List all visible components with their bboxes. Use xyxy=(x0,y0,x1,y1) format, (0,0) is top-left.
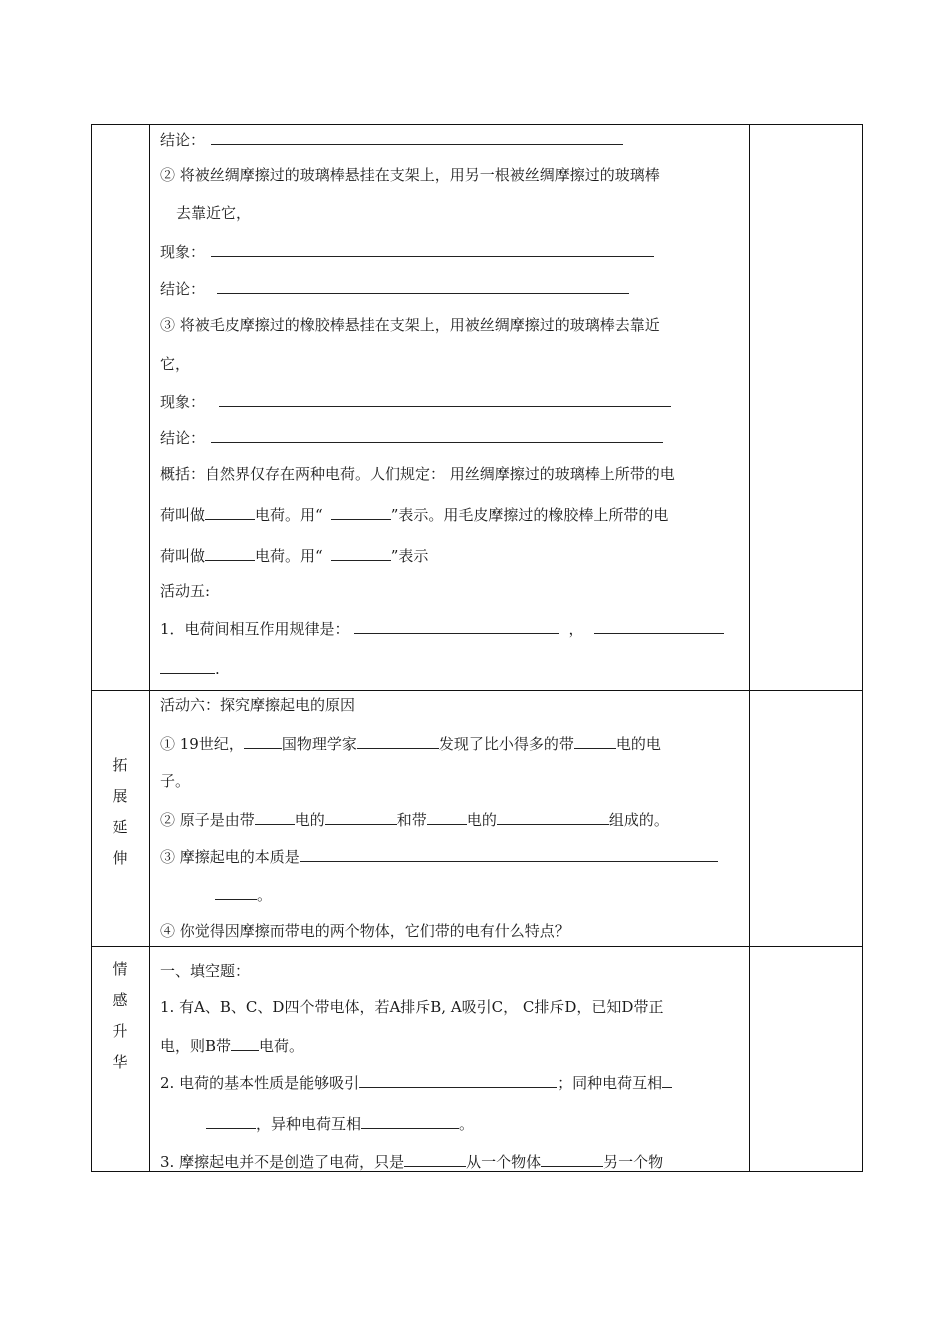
section-label-emotion xyxy=(91,962,149,1086)
blank-line[interactable] xyxy=(255,810,295,825)
blank-line[interactable] xyxy=(361,1114,459,1129)
question-text: ，异种电荷互相 xyxy=(256,1115,362,1133)
question-text: 电的电 xyxy=(615,735,661,753)
blank-line[interactable] xyxy=(160,659,215,674)
blank-line[interactable] xyxy=(219,392,671,407)
question-text: 电的 xyxy=(466,811,497,829)
blank-line[interactable] xyxy=(359,1073,557,1088)
summary-text-part: ”表示。用毛皮摩擦过的橡胶棒上所带的电 xyxy=(390,506,669,524)
blank-line[interactable] xyxy=(497,810,609,825)
blank-line[interactable] xyxy=(541,1152,603,1167)
question-text: 从一个物体 xyxy=(466,1153,542,1171)
question-text: ① 19世纪， xyxy=(160,735,244,753)
blank-line[interactable] xyxy=(357,734,439,749)
question-text: ；同种电荷互相 xyxy=(557,1074,663,1092)
question-text: 电，则B带 xyxy=(160,1037,232,1055)
period-text: . xyxy=(215,660,220,678)
summary-text-part: 荷叫做 xyxy=(160,547,206,565)
blank-line[interactable] xyxy=(427,810,467,825)
blank-line[interactable] xyxy=(574,734,616,749)
blank-line[interactable] xyxy=(662,1073,672,1088)
column-divider-1 xyxy=(149,124,150,1172)
question-text: 电荷。 xyxy=(259,1037,305,1055)
blank-line[interactable] xyxy=(211,130,623,145)
phenomenon-label: 现象： xyxy=(160,393,206,411)
side-char: 情 xyxy=(112,960,128,978)
period-text: 。 xyxy=(459,1115,475,1133)
blank-line[interactable] xyxy=(300,847,718,862)
experiment-3-text: ③ 将被毛皮摩擦过的橡胶棒悬挂在支架上，用被丝绸摩擦过的玻璃棒去靠近 xyxy=(160,316,660,334)
blank-line[interactable] xyxy=(206,1114,256,1129)
question-text: 组成的。 xyxy=(608,811,669,829)
question-text: 电的 xyxy=(294,811,325,829)
blank-line[interactable] xyxy=(231,1036,259,1051)
summary-text-part: 电荷。用“ xyxy=(255,506,323,524)
question-text: 2. 电荷的基本性质是能够吸引 xyxy=(160,1074,360,1092)
fill-blank-title: 一、填空题： xyxy=(160,962,251,980)
blank-line[interactable] xyxy=(404,1152,466,1167)
question-text: 另一个物 xyxy=(603,1153,664,1171)
phenomenon-label: 现象： xyxy=(160,243,206,261)
conclusion-label: 结论： xyxy=(160,131,206,149)
question-text: 发现了比小得多的带 xyxy=(438,735,574,753)
experiment-2-text-cont: 去靠近它， xyxy=(176,204,252,222)
column-divider-2 xyxy=(749,124,750,1172)
blank-line[interactable] xyxy=(331,546,391,561)
question-text: 1. 有A、B、C、D四个带电体，若A排斥B, A吸引C， C排斥D，已知D带正 xyxy=(160,998,664,1016)
side-char: 拓 xyxy=(112,756,128,774)
activity-6-title: 活动六：探究摩擦起电的原因 xyxy=(160,696,356,714)
row-divider-2 xyxy=(91,946,863,947)
blank-line[interactable] xyxy=(215,885,257,900)
row-divider-1 xyxy=(91,690,863,691)
blank-line[interactable] xyxy=(211,242,654,257)
question-text: ③ 摩擦起电的本质是 xyxy=(160,848,300,866)
question-text-cont: 子。 xyxy=(160,772,191,790)
table-right-border xyxy=(862,124,863,1172)
conclusion-label: 结论： xyxy=(160,280,206,298)
period-text: 。 xyxy=(257,886,273,904)
summary-text-part: 电荷。用“ xyxy=(255,547,323,565)
blank-line[interactable] xyxy=(205,505,255,520)
question-text: ④ 你觉得因摩擦而带电的两个物体，它们带的电有什么特点？ xyxy=(160,922,570,940)
side-char: 感 xyxy=(112,991,128,1009)
summary-text-part: ”表示 xyxy=(390,547,429,565)
side-char: 延 xyxy=(112,818,128,836)
side-char: 华 xyxy=(112,1053,128,1071)
question-text: 国物理学家 xyxy=(281,735,357,753)
blank-line[interactable] xyxy=(244,734,282,749)
side-char: 展 xyxy=(112,787,128,805)
question-text: ② 原子是由带 xyxy=(160,811,255,829)
table-top-border xyxy=(91,124,863,125)
question-text: 和带 xyxy=(396,811,427,829)
experiment-3-text-cont: 它， xyxy=(160,355,191,373)
section-label-expand xyxy=(91,758,149,882)
blank-line[interactable] xyxy=(205,546,255,561)
summary-text: 概括：自然界仅存在两种电荷。人们规定： 用丝绸摩擦过的玻璃棒上所带的电 xyxy=(160,465,675,483)
question-text: 1．电荷间相互作用规律是： xyxy=(160,620,350,638)
blank-line[interactable] xyxy=(331,505,391,520)
blank-line[interactable] xyxy=(325,810,397,825)
blank-line[interactable] xyxy=(217,279,629,294)
side-char: 伸 xyxy=(112,849,128,867)
activity-5-title: 活动五: xyxy=(160,582,211,600)
blank-line[interactable] xyxy=(211,428,663,443)
blank-line[interactable] xyxy=(594,619,724,634)
experiment-2-text: ② 将被丝绸摩擦过的玻璃棒悬挂在支架上，用另一根被丝绸摩擦过的玻璃棒 xyxy=(160,166,660,184)
conclusion-label: 结论： xyxy=(160,429,206,447)
table-bottom-border xyxy=(91,1171,863,1172)
blank-line[interactable] xyxy=(354,619,559,634)
question-text: 3. 摩擦起电并不是创造了电荷，只是 xyxy=(160,1153,405,1171)
question-text: ， xyxy=(568,620,584,638)
summary-text-part: 荷叫做 xyxy=(160,506,206,524)
side-char: 升 xyxy=(112,1022,128,1040)
